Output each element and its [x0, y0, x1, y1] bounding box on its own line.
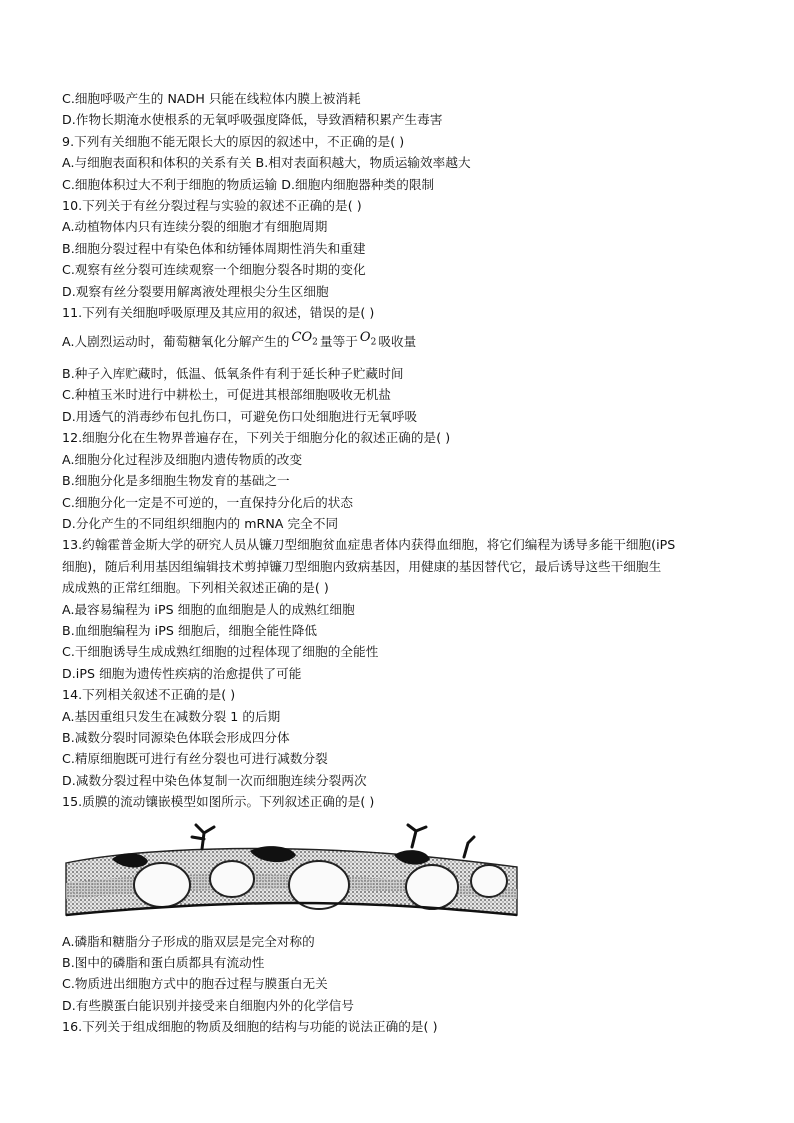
option-text: A.人剧烈运动时，葡萄糖氧化分解产生的: [62, 334, 290, 350]
question-16-stem: 16.下列关于组成细胞的物质及细胞的结构与功能的说法正确的是( ): [62, 1019, 438, 1035]
question-12-option-d: D.分化产生的不同组织细胞内的 mRNA 完全不同: [62, 515, 339, 531]
question-13-stem-line1: 13.约翰霍普金斯大学的研究人员从镰刀型细胞贫血症患者体内获得血细胞，将它们编程为诱导多能干细胞(iPS: [62, 537, 676, 553]
option-text: 吸收量: [378, 334, 417, 350]
question-13-option-a: A.最容易编程为 iPS 细胞的血细胞是人的成熟红细胞: [62, 601, 355, 617]
question-11-stem: 11.下列有关细胞呼吸原理及其应用的叙述，错误的是( ): [62, 305, 375, 321]
question-13-option-d: D.iPS 细胞为遗传性疾病的治愈提供了可能: [62, 665, 302, 681]
question-15-option-c: C.物质进出细胞方式中的胞吞过程与膜蛋白无关: [62, 976, 328, 992]
question-12-option-a: A.细胞分化过程涉及细胞内遗传物质的改变: [62, 451, 303, 467]
o2-subscript: 2: [370, 338, 377, 349]
question-12-stem: 12.细胞分化在生物界普遍存在，下列关于细胞分化的叙述正确的是( ): [62, 430, 451, 446]
option-text: 量等于: [319, 334, 358, 350]
question-14-option-d: D.减数分裂过程中染色体复制一次而细胞连续分裂两次: [62, 772, 367, 788]
question-13-stem-line2: 细胞)，随后利用基因组编辑技术剪掉镰刀型细胞内致病基因，用健康的基因替代它，最后诱导这些干细胞生: [62, 558, 662, 574]
question-11-option-d: D.用透气的消毒纱布包扎伤口，可避免伤口处细胞进行无氧呼吸: [62, 408, 418, 424]
question-13-option-b: B.血细胞编程为 iPS 细胞后，细胞全能性降低: [62, 622, 318, 638]
question-12-option-b: B.细胞分化是多细胞生物发育的基础之一: [62, 473, 290, 489]
question-15-option-d: D.有些膜蛋白能识别并接受来自细胞内外的化学信号: [62, 997, 354, 1013]
question-9-options-cd: C.细胞体积过大不利于细胞的物质运输 D.细胞内细胞器种类的限制: [62, 176, 435, 192]
co2-formula: [291, 330, 318, 349]
membrane-model-figure: [64, 823, 519, 923]
o2-formula: [359, 330, 377, 349]
question-10-option-d: D.观察有丝分裂要用解离液处理根尖分生区细胞: [62, 283, 329, 299]
question-10-option-b: B.细胞分裂过程中有染色体和纺锤体周期性消失和重建: [62, 240, 366, 256]
question-10-option-c: C.观察有丝分裂可连续观察一个细胞分裂各时期的变化: [62, 262, 366, 278]
text-line: C.细胞呼吸产生的 NADH 只能在线粒体内膜上被消耗: [62, 91, 361, 106]
question-14-option-b: B.减数分裂时同源染色体联会形成四分体: [62, 729, 290, 745]
document-page: [62, 88, 742, 1038]
question-15-option-b: B.图中的磷脂和蛋白质都具有流动性: [62, 955, 265, 970]
question-10-option-a: A.动植物体内只有连续分裂的细胞才有细胞周期: [62, 219, 328, 235]
question-11-option-b: B.种子入库贮藏时，低温、低氧条件有利于延长种子贮藏时间: [62, 366, 404, 382]
fluid-mosaic-model-diagram: [64, 823, 519, 923]
o2-symbol: O: [359, 330, 371, 346]
question-15-option-a: A.磷脂和糖脂分子形成的脂双层是完全对称的: [62, 933, 315, 949]
co2-subscript: 2: [312, 338, 318, 349]
question-12-option-c: C.细胞分化一定是不可逆的，一直保持分化后的状态: [62, 494, 354, 510]
question-11-option-c: C.种植玉米时进行中耕松土，可促进其根部细胞吸收无机盐: [62, 387, 391, 403]
question-14-option-c: C.精原细胞既可进行有丝分裂也可进行减数分裂: [62, 751, 328, 767]
question-10-stem: 10.下列关于有丝分裂过程与实验的叙述不正确的是( ): [62, 198, 362, 214]
question-13-stem-line3: 成成熟的正常红细胞。下列相关叙述正确的是( ): [62, 580, 329, 596]
question-13-option-c: C.干细胞诱导生成成熟红细胞的过程体现了细胞的全能性: [62, 644, 379, 660]
question-11-option-a: [62, 323, 742, 363]
question-14-option-a: A.基因重组只发生在减数分裂 1 的后期: [62, 708, 281, 724]
text-line: D.作物长期淹水使根系的无氧呼吸强度降低，导致酒精积累产生毒害: [62, 112, 443, 128]
question-9-stem: 9.下列有关细胞不能无限长大的原因的叙述中，不正确的是( ): [62, 133, 405, 149]
question-14-stem: 14.下列相关叙述不正确的是( ): [62, 687, 236, 703]
question-15-stem: 15.质膜的流动镶嵌模型如图所示。下列叙述正确的是( ): [62, 794, 375, 810]
co2-symbol: CO: [291, 330, 313, 346]
question-9-options-ab: A.与细胞表面积和体积的关系有关 B.相对表面积越大，物质运输效率越大: [62, 155, 471, 171]
